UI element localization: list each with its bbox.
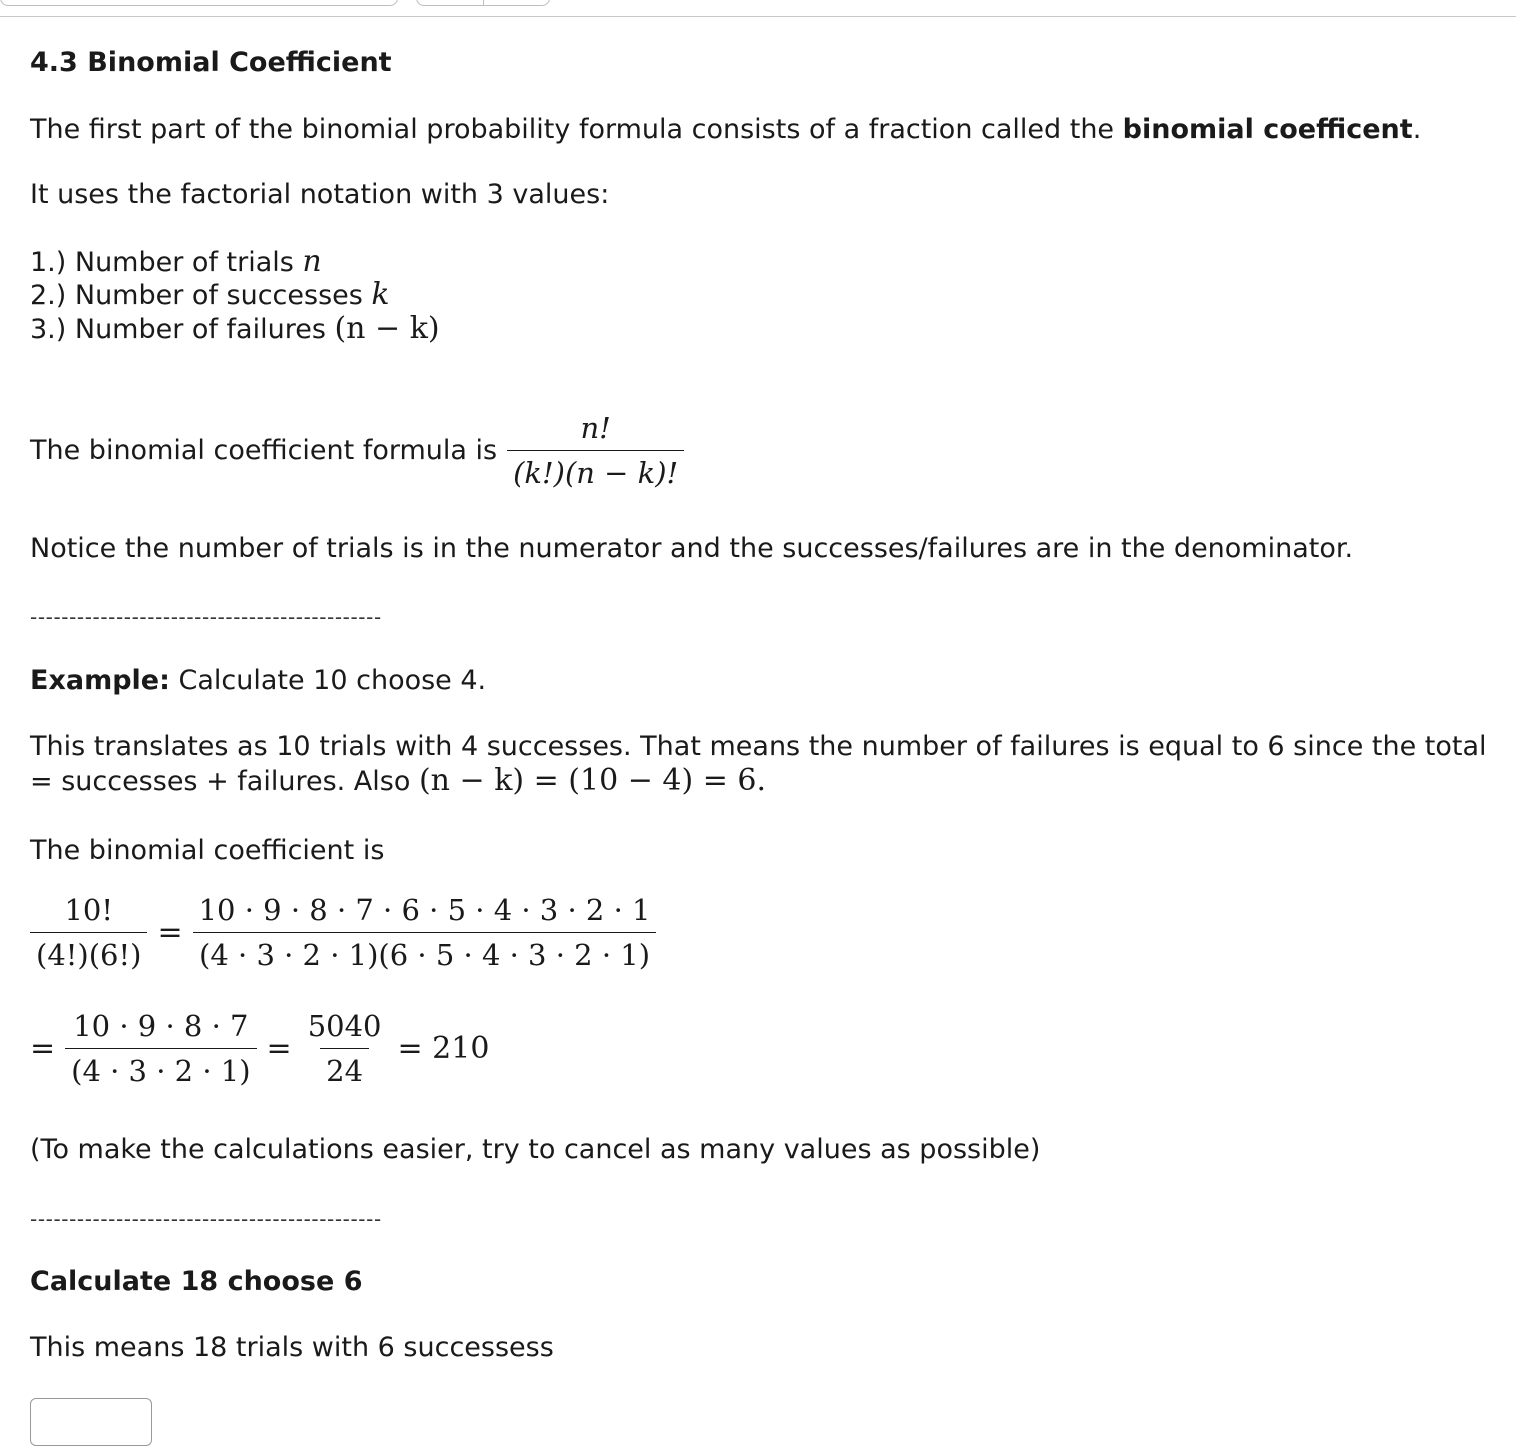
values-list-item-failures	[30, 312, 440, 347]
values-list-item-successes	[30, 278, 390, 313]
calc-fraction-reduced	[65, 1008, 256, 1089]
fraction-numerator: 10 · 9 · 8 · 7	[73, 1009, 249, 1043]
intro-paragraph	[30, 113, 1421, 147]
intro-text: The first part of the binomial probability formula consists of a fraction called the	[30, 114, 1123, 145]
calc-fraction-simplified	[302, 1008, 388, 1089]
intro-bold-term: binomial coefficent	[1122, 114, 1413, 145]
uses-paragraph: It uses the factorial notation with 3 values:	[30, 179, 610, 210]
tip-paragraph: (To make the calculations easier, try to cancel as many values as possible)	[30, 1134, 1041, 1165]
top-dropdown[interactable]	[0, 0, 398, 6]
fraction-numerator: 10!	[64, 893, 114, 927]
example-heading	[30, 664, 486, 698]
calc-result: = 210	[397, 1030, 490, 1066]
list-item-label: 3.) Number of failures	[30, 314, 335, 345]
example-label: Example:	[30, 665, 170, 696]
formula-fraction	[507, 410, 684, 491]
separator-1: ---------------------------------------------	[30, 605, 382, 629]
question-title: Calculate 18 choose 6	[30, 1266, 363, 1297]
fraction-denominator: (4 · 3 · 2 · 1)	[65, 1048, 256, 1089]
separator-2: ---------------------------------------------	[30, 1207, 382, 1231]
answer-input[interactable]	[30, 1398, 152, 1446]
equals-sign: =	[266, 1030, 292, 1066]
notice-paragraph: Notice the number of trials is in the numerator and the successes/failures are in the denominator.	[30, 533, 1354, 564]
list-item-label: 1.) Number of trials	[30, 247, 303, 278]
equals-sign: =	[30, 1030, 56, 1066]
intro-period: .	[1412, 114, 1422, 145]
list-item-math: k	[371, 277, 390, 312]
formula-label: The binomial coefficient formula is	[30, 434, 498, 466]
example-line-2-text: = successes + failures. Also	[30, 766, 419, 797]
section-title: 4.3 Binomial Coefficient	[30, 47, 392, 78]
example-line-2-math: (n − k) = (10 − 4) = 6.	[418, 763, 766, 798]
top-button-group[interactable]	[416, 0, 550, 6]
button-group-divider	[483, 0, 484, 5]
list-item-math: (n − k)	[334, 311, 440, 346]
calc-fraction-factorial	[30, 892, 147, 973]
example-prompt: Calculate 10 choose 4.	[169, 665, 487, 696]
fraction-denominator: 24	[320, 1048, 369, 1089]
list-item-label: 2.) Number of successes	[30, 280, 372, 311]
values-list-item-trials	[30, 245, 322, 280]
formula-denominator: (k!)(n − k)!	[507, 450, 684, 491]
coefficient-label: The binomial coefficient is	[30, 835, 385, 866]
fraction-numerator: 10 · 9 · 8 · 7 · 6 · 5 · 4 · 3 · 2 · 1	[198, 893, 651, 927]
calc-row-2	[30, 1008, 499, 1089]
formula-line	[30, 410, 684, 491]
fraction-numerator: 5040	[307, 1009, 382, 1043]
calc-fraction-expanded	[193, 892, 657, 973]
formula-numerator: n!	[580, 411, 611, 445]
example-line-1: This translates as 10 trials with 4 successes. That means the number of failures is equal to 6 since the total	[30, 731, 1487, 762]
equals-sign: =	[157, 914, 183, 950]
fraction-denominator: (4 · 3 · 2 · 1)(6 · 5 · 4 · 3 · 2 · 1)	[193, 932, 656, 973]
top-toolbar	[0, 0, 1516, 17]
list-item-math: n	[302, 244, 322, 279]
calc-row-1	[30, 892, 656, 973]
fraction-denominator: (4!)(6!)	[30, 932, 147, 973]
example-line-2	[30, 764, 766, 799]
question-text: This means 18 trials with 6 successess	[30, 1332, 554, 1363]
